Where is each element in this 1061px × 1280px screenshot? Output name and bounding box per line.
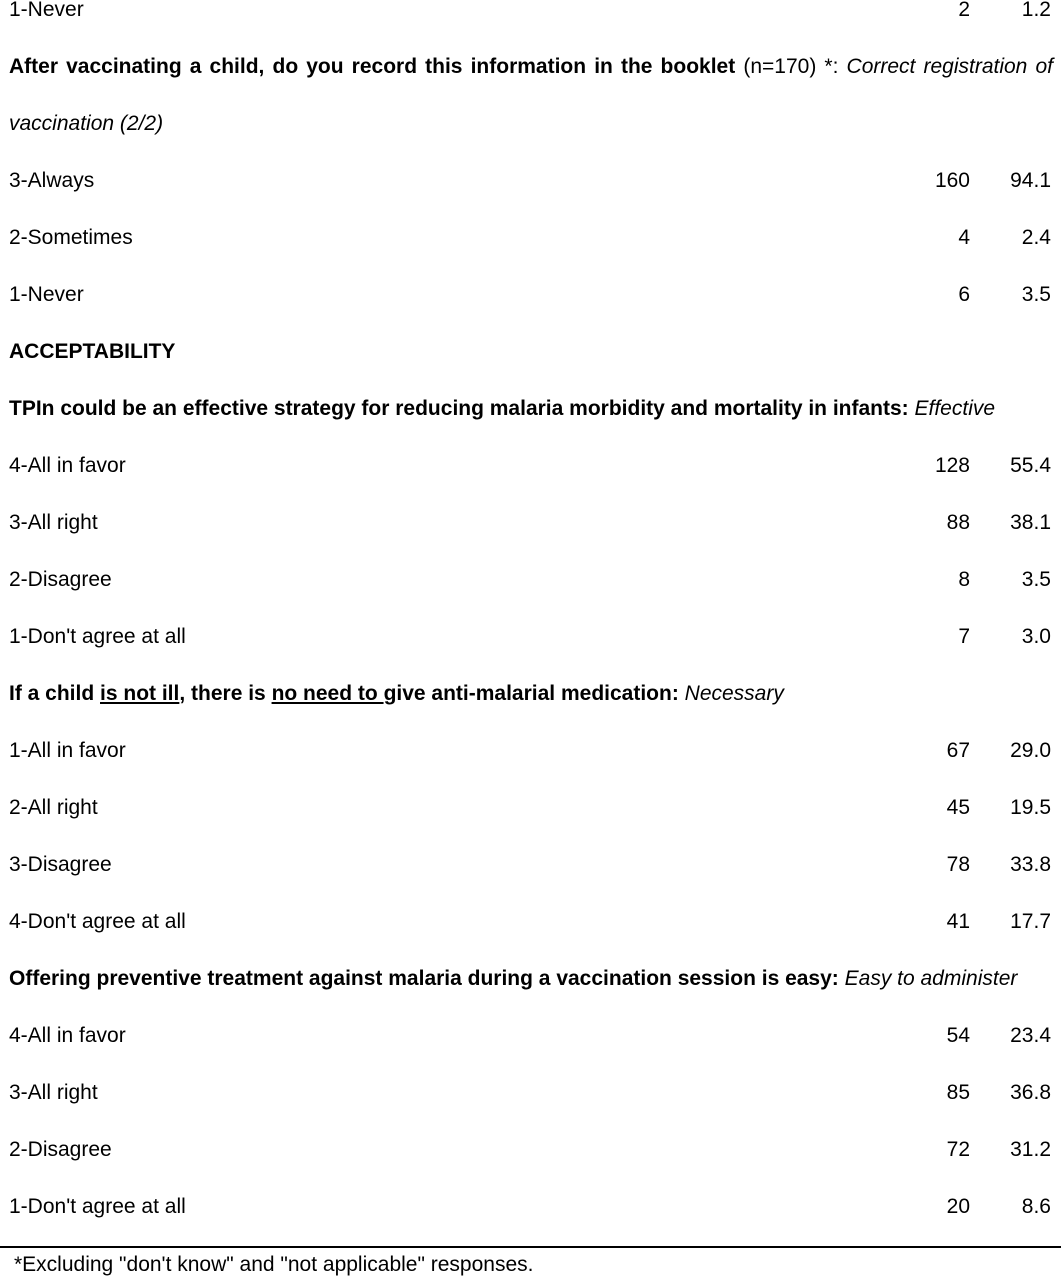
response-percent: 17.7 (1010, 910, 1051, 933)
response-label: 2-All right (9, 796, 98, 819)
question-text-emphasis: no need to (271, 682, 384, 705)
response-count: 41 (946, 910, 970, 933)
question-indicator: Correct registration of (846, 55, 1053, 78)
response-label: 3-All right (9, 1081, 98, 1104)
question-heading-easy (0, 964, 1061, 994)
table-row (0, 1135, 1061, 1165)
response-count: 6 (958, 283, 970, 306)
table-row (0, 1021, 1061, 1051)
response-label: 3-All right (9, 511, 98, 534)
table-row (0, 736, 1061, 766)
question-text: TPIn could be an effective strategy for reducing malaria morbidity and mortality in infants: (9, 397, 909, 420)
response-label: 3-Disagree (9, 853, 112, 876)
question-text-part: , there is (179, 682, 272, 705)
table-row (0, 565, 1061, 595)
response-label: 1-Don't agree at all (9, 625, 186, 648)
table-row (0, 622, 1061, 652)
question-text-part: give anti-malarial medication: (383, 682, 679, 705)
table-row (0, 907, 1061, 937)
response-count: 72 (946, 1138, 970, 1161)
response-label: 4-Don't agree at all (9, 910, 186, 933)
question-heading-booklet-continued (0, 109, 1061, 139)
table-row (0, 451, 1061, 481)
question-heading-booklet (0, 52, 1061, 82)
question-indicator: Effective (908, 397, 996, 420)
response-percent: 1.2 (1021, 0, 1051, 21)
response-count: 78 (946, 853, 970, 876)
response-count: 85 (946, 1081, 970, 1104)
response-percent: 23.4 (1010, 1024, 1051, 1047)
section-title: ACCEPTABILITY (9, 340, 176, 363)
response-percent: 55.4 (1010, 454, 1051, 477)
response-percent: 8.6 (1021, 1195, 1051, 1218)
table-row (0, 1192, 1061, 1222)
question-text: After vaccinating a child, do you record this information in the booklet (9, 55, 736, 78)
response-percent: 33.8 (1010, 853, 1051, 876)
response-percent: 31.2 (1010, 1138, 1051, 1161)
question-indicator: Easy to administer (838, 967, 1018, 990)
table-footnote: *Excluding "don't know" and "not applicable" responses. (14, 1253, 534, 1276)
table-row (0, 508, 1061, 538)
question-indicator-continued: vaccination (2/2) (9, 112, 164, 135)
response-label: 3-Always (9, 169, 95, 192)
question-text: Offering preventive treatment against malaria during a vaccination session is easy: (9, 967, 839, 990)
response-percent: 94.1 (1010, 169, 1051, 192)
response-label: 1-Don't agree at all (9, 1195, 186, 1218)
response-count: 67 (946, 739, 970, 762)
response-count: 45 (946, 796, 970, 819)
response-label: 1-Never (9, 0, 84, 21)
table-row (0, 0, 1061, 25)
response-count: 8 (958, 568, 970, 591)
table-row (0, 166, 1061, 196)
response-label: 1-Never (9, 283, 84, 306)
response-count: 88 (946, 511, 970, 534)
response-count: 2 (958, 0, 970, 21)
response-count: 4 (958, 226, 970, 249)
response-percent: 2.4 (1021, 226, 1051, 249)
response-count: 128 (934, 454, 970, 477)
response-percent: 29.0 (1010, 739, 1051, 762)
response-label: 2-Sometimes (9, 226, 133, 249)
question-heading-effective (0, 394, 1061, 424)
response-percent: 3.5 (1021, 568, 1051, 591)
question-text-part: If a child (9, 682, 101, 705)
response-percent: 36.8 (1010, 1081, 1051, 1104)
response-percent: 3.5 (1021, 283, 1051, 306)
response-label: 2-Disagree (9, 568, 112, 591)
question-text-emphasis: is not ill (100, 682, 180, 705)
response-label: 2-Disagree (9, 1138, 112, 1161)
response-percent: 38.1 (1010, 511, 1051, 534)
response-count: 54 (946, 1024, 970, 1047)
response-label: 1-All in favor (9, 739, 126, 762)
table-bottom-rule (0, 1246, 1061, 1248)
table-row (0, 1078, 1061, 1108)
table-row (0, 793, 1061, 823)
response-percent: 19.5 (1010, 796, 1051, 819)
question-sample-size: (n=170) *: (735, 55, 847, 78)
response-count: 20 (946, 1195, 970, 1218)
table-row (0, 223, 1061, 253)
response-count: 160 (934, 169, 970, 192)
response-count: 7 (958, 625, 970, 648)
question-heading-necessary (0, 679, 1061, 709)
section-heading (0, 337, 1061, 367)
response-percent: 3.0 (1021, 625, 1051, 648)
table-row (0, 280, 1061, 310)
question-indicator: Necessary (678, 682, 784, 705)
response-label: 4-All in favor (9, 1024, 126, 1047)
table-row (0, 850, 1061, 880)
response-label: 4-All in favor (9, 454, 126, 477)
